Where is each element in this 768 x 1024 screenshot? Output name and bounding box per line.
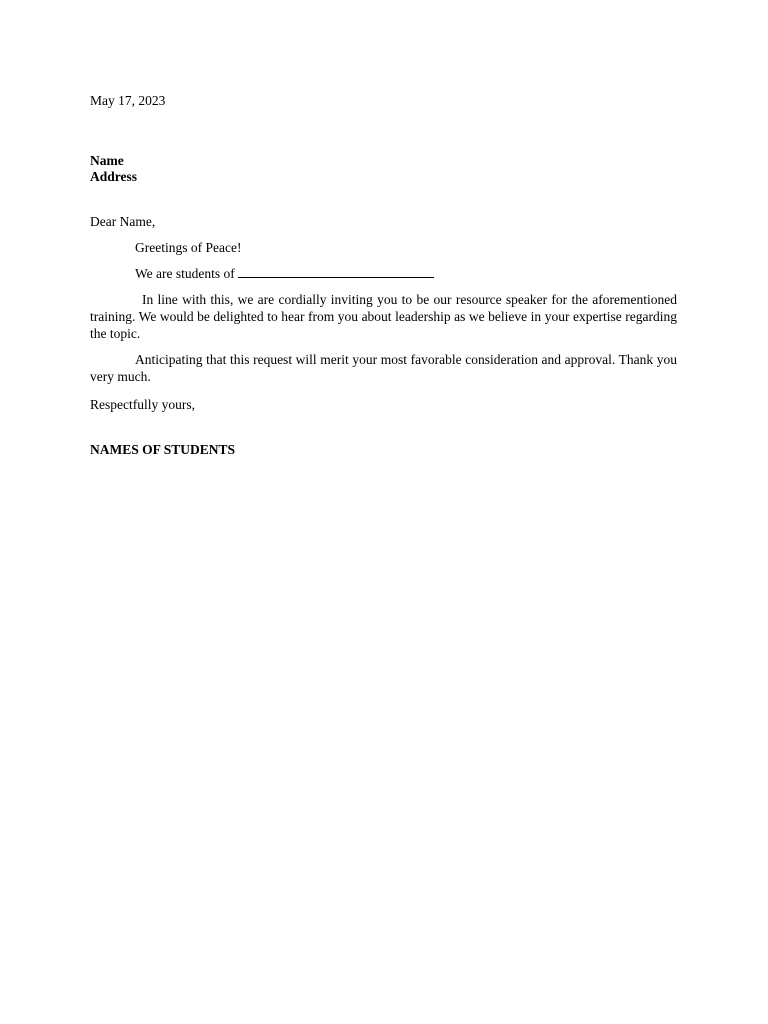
salutation: Dear Name,	[90, 214, 156, 229]
closing-line: Respectfully yours,	[90, 397, 195, 412]
greeting-line: Greetings of Peace!	[135, 240, 242, 255]
recipient-address: Address	[90, 169, 138, 184]
fill-in-blank	[238, 265, 434, 278]
anticipation-paragraph: Anticipating that this request will merit your most favorable consideration and approval. Thank you very much.	[90, 352, 677, 384]
invitation-paragraph: In line with this, we are cordially inviting you to be our resource speaker for the aforementioned training. We would be delighted to hear from you about leadership as we believe in your expertise regarding the topic.	[90, 292, 677, 341]
signature-block: NAMES OF STUDENTS	[90, 442, 236, 457]
recipient-name: Name	[90, 153, 124, 168]
letter-date: May 17, 2023	[90, 93, 166, 108]
students-of-line	[135, 265, 434, 282]
students-of-text: We are students of	[135, 266, 235, 281]
